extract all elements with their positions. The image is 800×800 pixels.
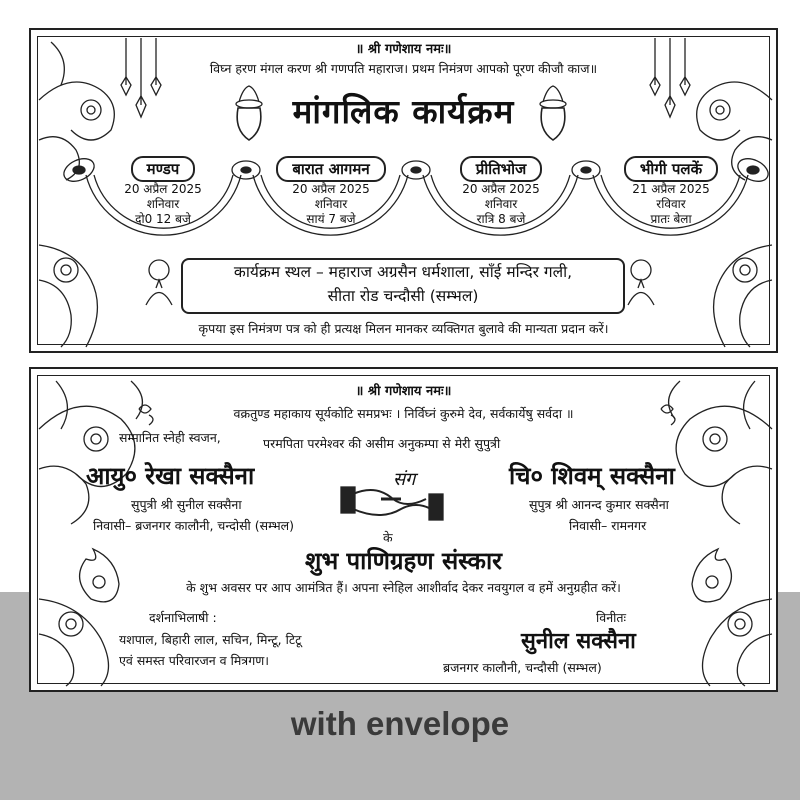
- event-time: रात्रि 8 बजे: [476, 212, 526, 226]
- shloka-line: वक्रतुण्ड महाकाय सूर्यकोटि समप्रभः । निर्विघ्नं कुरुमे देव, सर्वकार्येषु सर्वदा ॥: [233, 406, 574, 421]
- event-pritibhoj: [431, 156, 571, 227]
- event-name: भीगी पलकें: [624, 156, 718, 182]
- greeting: सम्मानित स्नेही स्वजन,: [119, 430, 221, 445]
- vineet-name: सुनील सक्सैना: [521, 629, 636, 654]
- event-name: मण्डप: [131, 156, 196, 182]
- vineet-address: ब्रजनगर कालौनी, चन्दौसी (सम्भल): [443, 660, 602, 675]
- mantra-heading: ॥ श्री गणेशाय नमः॥: [355, 384, 452, 399]
- ceremony-title: शुभ पाणिग्रहण संस्कार: [305, 547, 502, 575]
- darshan-label: दर्शनाभिलाषी :: [149, 610, 217, 625]
- bride-parent: सुपुत्री श्री सुनील सक्सैना: [131, 497, 242, 512]
- event-day: शनिवार: [314, 197, 348, 211]
- event-name: बारात आगमन: [276, 156, 385, 182]
- event-time: प्रातः बेला: [650, 212, 692, 226]
- event-time: दो0 12 बजे: [135, 212, 191, 226]
- request-note: कृपया इस निमंत्रण पत्र को ही प्रत्यक्ष मिलन मानकर व्यक्तिगत बुलावे की मान्यता प्रदान करें।: [198, 321, 609, 336]
- invocation-line: विघ्न हरण मंगल करण श्री गणपति महाराज। प्रथम निमंत्रण आपको पूरण कीजौ काज॥: [209, 61, 598, 76]
- event-date: 20 अप्रैल 2025: [292, 182, 370, 196]
- event-date: 20 अप्रैल 2025: [124, 182, 202, 196]
- envelope-caption: with envelope: [290, 705, 510, 742]
- darshan-family: एवं समस्त परिवारजन व मित्रगण।: [119, 653, 270, 668]
- event-date: 20 अप्रैल 2025: [462, 182, 540, 196]
- groom-address: निवासी– रामनगर: [569, 518, 647, 533]
- wedding-card: [29, 367, 778, 692]
- bride-address: निवासी– ब्रजनगर कालौनी, चन्दोसी (सम्भल): [93, 518, 294, 533]
- vineet-label: विनीतः: [596, 610, 627, 625]
- event-time: सायं 7 बजे: [306, 212, 356, 226]
- mantra-heading: ॥ श्री गणेशाय नमः॥: [355, 42, 452, 57]
- venue-line: सीता रोड चन्दौसी (सम्भल): [327, 287, 479, 305]
- venue-box: [181, 258, 625, 314]
- sang-label: संग: [393, 469, 416, 490]
- ke-label: के: [383, 530, 393, 545]
- event-mandap: [93, 156, 233, 227]
- card-title: मांगलिक कार्यक्रम: [292, 92, 515, 131]
- event-card: [29, 28, 778, 353]
- event-date: 21 अप्रैल 2025: [632, 182, 710, 196]
- invite-line: के शुभ अवसर पर आप आमंत्रित हैं। अपना स्नेहिल आशीर्वाद देकर नवयुगल व हमें अनुग्रहीत करें।: [186, 580, 621, 595]
- event-bhigi-palke: [601, 156, 741, 227]
- venue-line: कार्यक्रम स्थल – महाराज अग्रसैन धर्मशाला, साँई मन्दिर गली,: [233, 263, 573, 281]
- event-day: शनिवार: [146, 197, 180, 211]
- groom-name: चि० शिवम् सक्सैना: [509, 462, 675, 490]
- intro-line: परमपिता परमेश्वर की असीम अनुकम्पा से मेरी सुपुत्री: [263, 436, 501, 451]
- event-name: प्रीतिभोज: [460, 156, 542, 182]
- event-baraat: [261, 156, 401, 227]
- bride-name: आयु० रेखा सक्सैना: [86, 462, 255, 490]
- darshan-names: यशपाल, बिहारी लाल, सचिन, मिन्टू, टिटू: [119, 632, 302, 647]
- groom-parent: सुपुत्र श्री आनन्द कुमार सक्सैना: [529, 497, 669, 512]
- event-day: शनिवार: [484, 197, 518, 211]
- event-day: रविवार: [656, 197, 686, 211]
